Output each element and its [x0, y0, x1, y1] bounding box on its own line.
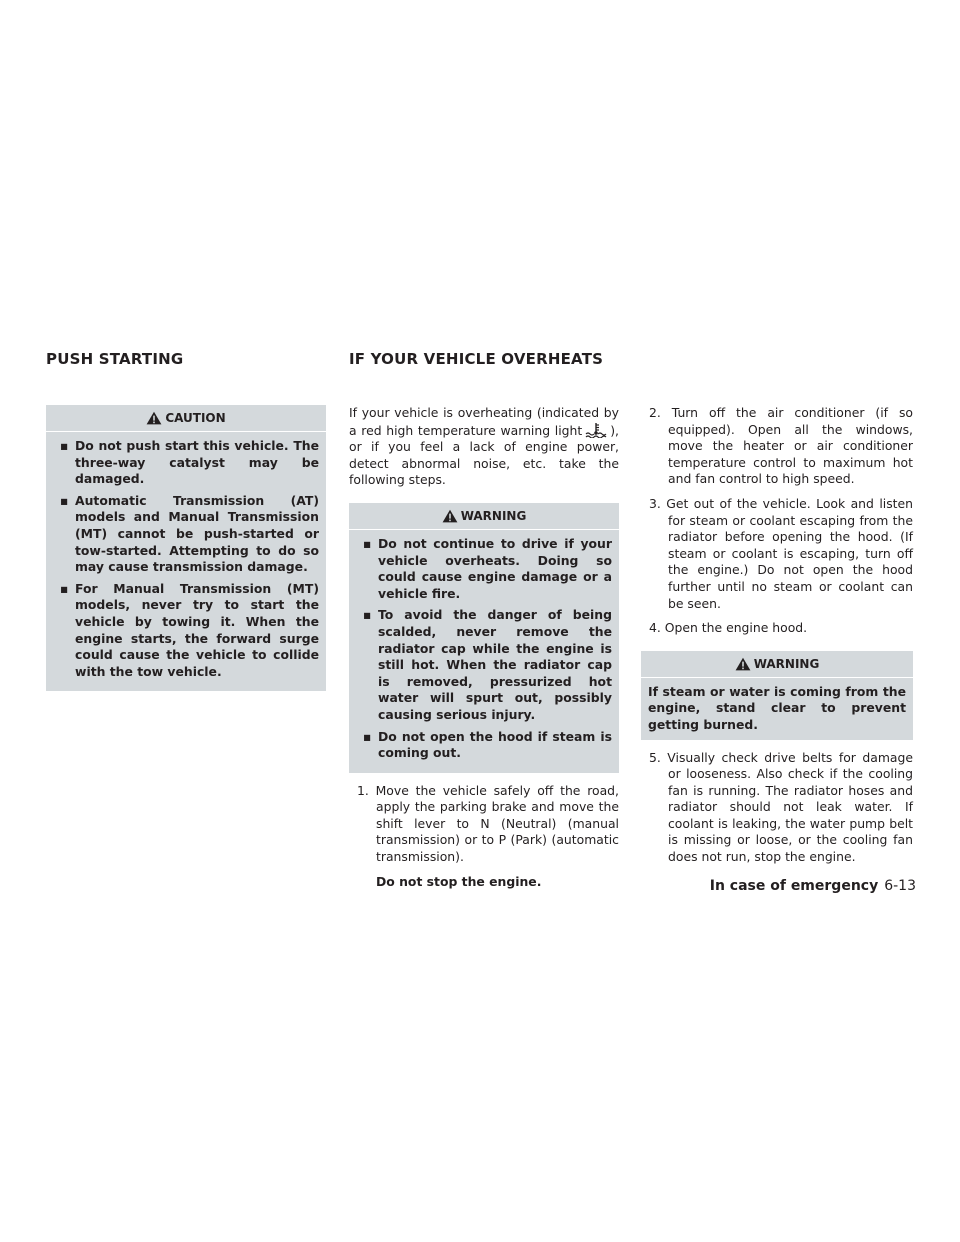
warning-header	[356, 507, 612, 525]
warning-item: ▪ Do not open the hood if steam is coming out.	[356, 729, 612, 762]
do-not-stop-note: Do not stop the engine.	[376, 873, 542, 889]
step-2: 2. Turn off the air conditioner (if so equipped). Open all the windows, move the heater or air conditioner temperature control to maximum hot and fan control to high speed.	[649, 405, 913, 487]
warning-box-2	[641, 651, 913, 740]
warning-item: ▪ Do not continue to drive if your vehicle overheats. Doing so could cause engine damage or a vehicle fire.	[356, 536, 612, 602]
warning-label: WARNING	[460, 508, 527, 523]
warning-label: WARNING	[753, 656, 820, 671]
warning-list	[356, 536, 612, 762]
heading-push-starting: PUSH STARTING	[46, 350, 184, 368]
step-5: 5. Visually check drive belts for damage or looseness. Also check if the cooling fan is running. The radiator hoses and radiator should not leak water. If coolant is leaking, the water pump belt is missing or loose, or the cooling fan does not run, stop the engine.	[649, 749, 913, 865]
column-left	[46, 405, 326, 691]
page-footer	[710, 878, 916, 894]
box-divider	[641, 677, 913, 678]
caution-item: ▪ For Manual Transmission (MT) models, never try to start the vehicle by towing it. When the engine starts, the forward surge could cause the vehicle to collide with the tow vehicle.	[53, 581, 319, 681]
page-number: 6-13	[884, 878, 916, 894]
warning-triangle-icon	[146, 411, 162, 425]
warning-triangle-icon	[735, 657, 751, 671]
warning-text: If steam or water is coming from the engine, stand clear to prevent getting burned.	[648, 683, 906, 732]
step-1: 1. Move the vehicle safely off the road, apply the parking brake and move the shift lever to N (Neutral) (manual transmission) or to P (Park) (automatic transmission).	[357, 782, 619, 865]
caution-list	[53, 438, 319, 680]
heading-if-vehicle-overheats: IF YOUR VEHICLE OVERHEATS	[349, 350, 604, 368]
warning-box-1	[349, 503, 619, 773]
intro-paragraph	[349, 405, 619, 489]
caution-item: ▪ Automatic Transmission (AT) models and Manual Transmission (MT) cannot be push-started or tow-started. Attempting to do so may cause transmission damage.	[53, 493, 319, 576]
caution-header	[53, 409, 319, 427]
engine-temperature-warning-icon	[584, 422, 608, 438]
intro-text-after: ), or if you feel a lack of engine power, detect abnormal noise, etc. take the following steps.	[349, 422, 619, 488]
caution-box	[46, 405, 326, 691]
warning-header	[648, 655, 906, 673]
step-4: 4. Open the engine hood.	[649, 620, 808, 636]
intro-text-before: If your vehicle is overheating (indicated by a red high temperature warning light	[349, 405, 619, 438]
warning-item: ▪ To avoid the danger of being scalded, never remove the radiator cap while the engine is still hot. When the radiator cap is removed, pressurized hot water will spurt out, possibly causing serious injury.	[356, 607, 612, 723]
caution-item: ▪ Do not push start this vehicle. The three-way catalyst may be damaged.	[53, 438, 319, 488]
box-divider	[349, 529, 619, 530]
warning-triangle-icon	[442, 509, 458, 523]
footer-section-title: In case of emergency	[709, 878, 879, 894]
column-right	[641, 405, 913, 874]
step-3: 3. Get out of the vehicle. Look and listen for steam or coolant escaping from the radiator before opening the hood. (If steam or coolant is escaping, turn off the engine.) Do not open the hood further until no steam or coolant can be seen.	[649, 495, 913, 611]
column-middle	[349, 405, 619, 890]
caution-label: CAUTION	[165, 411, 226, 425]
box-divider	[46, 431, 326, 432]
